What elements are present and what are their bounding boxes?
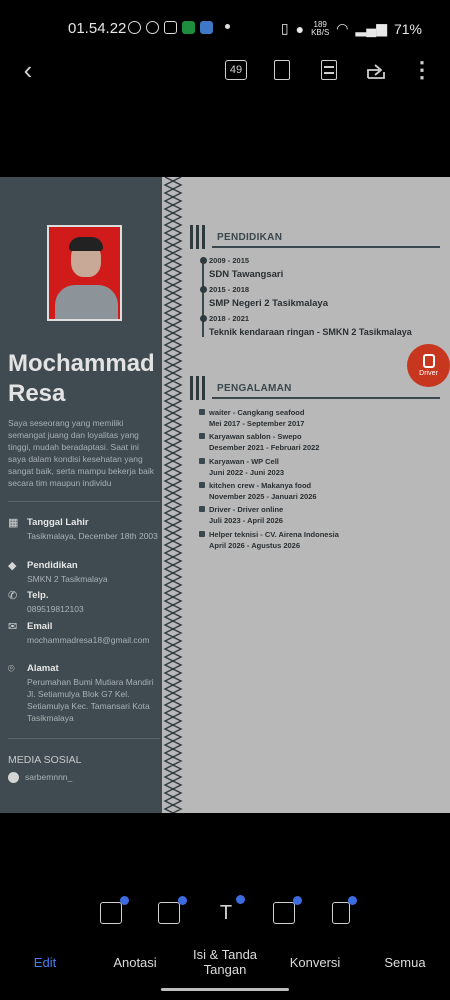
viewer-toolbar: [0, 55, 450, 89]
experience-item: kitchen crew - Makanya food November 2025 - Januari 2026: [209, 481, 317, 501]
premium-badge-icon: [120, 896, 129, 905]
more-icon[interactable]: ⋮: [411, 57, 433, 82]
tab-konversi[interactable]: Konversi: [289, 954, 341, 970]
phone-icon: ✆: [8, 590, 18, 602]
info-phone: ✆ Telp. 089519812103: [8, 590, 84, 614]
premium-badge-icon: [348, 896, 357, 905]
driver-floating-button[interactable]: [407, 344, 450, 387]
media-item: sarbemnnn_: [8, 772, 72, 783]
wifi-icon: ◠: [336, 20, 349, 36]
share-icon[interactable]: [364, 55, 390, 85]
messenger-icon: [146, 21, 159, 34]
status-bar: [0, 0, 450, 50]
app-icon: [182, 21, 195, 34]
zigzag-border: [162, 177, 184, 813]
tab-semua[interactable]: Semua: [384, 954, 426, 970]
location-pin-icon: ⌾: [8, 663, 15, 675]
edit-text-tool-icon[interactable]: [100, 902, 122, 924]
experience-item: Karyawan sablon - Swepo Desember 2021 - Februari 2022: [209, 432, 319, 452]
premium-badge-icon: [236, 895, 245, 904]
driver-label: Driver: [419, 370, 438, 377]
battery-level: 71%: [393, 20, 422, 37]
system-icons: [281, 20, 422, 37]
document-page[interactable]: Mochammad Resa Saya seseorang yang memiliki semangat juang dan loyalitas yang tinggi, mudah beradaptasi. Saat ini saya dalam kondisi kesehatan yang sangat baik, serta mampu bekerja baik secara tim maupun individu ▦ Tanggal Lahir Tasikmalaya, December 18th 2003 ◆ Pendidikan SMKN 2 Tasikmalaya ✆ Telp. 089519812103 ✉ Email mochammadresa18@gmail.com ⌾ Alamat Perumahan Bumi Mutiara Mandiri Jl. Setiamulya Blok G7 Kel. Setiamulya Kec. Tamansari Kota Tasikmalaya MEDIA SOSIAL sarbemnnn_ PENDIDIKAN 2009 - 2015 SDN Tawangsari 2015 - 2018 SMP Negeri 2 Tasikmalaya 2018 - 2021 Teknik kendaraan ringan - SMKN 2 Tasikmalaya PENGALAMAN waiter - Cangkang seafood Mei 2017 - September 2017 Karyawan sablon - Swepo Desember 2021 - Februari 2022 Karyawan - WP Cell Juni 2022 - Juni 2023 kitchen crew - Makanya food November 2025 - Januari 2026 Driver - Driver online Juli 2023 - April 2026 Helper teknisi - CV. Airena Indonesia April 2026 - Agustus 2026 Driver: [0, 177, 450, 813]
education-item: 2018 - 2021 Teknik kendaraan ringan - SMKN 2 Tasikmalaya: [209, 314, 412, 337]
more-notifications-dot: [225, 24, 230, 29]
mail-icon: ✉: [8, 621, 18, 633]
edit-tools: [0, 902, 450, 928]
instagram-icon: [164, 21, 177, 34]
calendar-icon: ▦: [8, 517, 19, 529]
tab-edit[interactable]: Edit: [33, 954, 57, 970]
home-indicator[interactable]: [161, 988, 289, 991]
profile-photo: [47, 225, 122, 321]
app-icon: [200, 21, 213, 34]
edit-image-tool-icon[interactable]: [158, 902, 180, 924]
notification-icons: [128, 21, 213, 34]
tab-isi-tanda-tangan[interactable]: Isi & Tanda Tangan: [192, 947, 258, 977]
location-icon: ●: [295, 20, 305, 37]
experience-item: Driver - Driver online Juli 2023 - April 2026: [209, 505, 283, 525]
add-image-tool-icon[interactable]: [273, 902, 295, 924]
network-speed: 189 KB/S: [311, 19, 330, 37]
single-page-icon[interactable]: [272, 55, 292, 85]
info-address: ⌾ Alamat Perumahan Bumi Mutiara Mandiri Jl. Setiamulya Blok G7 Kel. Setiamulya Kec. Tamansari Kota Tasikmalaya: [8, 663, 154, 723]
signal-icon: ▂▄▆: [355, 20, 387, 36]
divider: [8, 738, 160, 739]
bottom-nav: [0, 938, 450, 986]
page-count: 49: [229, 64, 243, 76]
cv-name: Mochammad Resa: [8, 350, 155, 407]
experience-item: Helper teknisi - CV. Airena Indonesia April 2026 - Agustus 2026: [209, 530, 339, 550]
page-tool-icon[interactable]: [332, 902, 350, 924]
education-item: 2015 - 2018 SMP Negeri 2 Tasikmalaya: [209, 285, 328, 309]
info-email: ✉ Email mochammadresa18@gmail.com: [8, 621, 150, 645]
add-text-tool-icon[interactable]: T: [215, 902, 237, 924]
education-timeline: [202, 257, 204, 337]
back-icon[interactable]: ‹: [23, 54, 33, 85]
premium-badge-icon: [293, 896, 302, 905]
info-birthdate: ▦ Tanggal Lahir Tasikmalaya, December 18th 2003: [8, 517, 158, 541]
page-count-button[interactable]: [224, 55, 248, 85]
scroll-view-icon[interactable]: [318, 55, 340, 85]
experience-item: Karyawan - WP Cell Juni 2022 - Juni 2023: [209, 457, 284, 477]
cv-summary: Saya seseorang yang memiliki semangat juang dan loyalitas yang tinggi, mudah beradaptasi. Saat ini saya dalam kondisi kesehatan yang sangat baik, serta mampu bekerja baik secara tim maupun individu: [8, 418, 154, 488]
cv-sidebar: [0, 177, 162, 813]
divider: [8, 501, 160, 502]
whatsapp-icon: [128, 21, 141, 34]
experience-item: waiter - Cangkang seafood Mei 2017 - September 2017: [209, 408, 304, 428]
premium-badge-icon: [178, 896, 187, 905]
education-item: 2009 - 2015 SDN Tawangsari: [209, 256, 283, 280]
media-title: MEDIA SOSIAL: [8, 754, 82, 766]
vibrate-icon: ▯: [280, 20, 289, 36]
clock: 01.54.22: [68, 20, 127, 37]
tab-anotasi[interactable]: Anotasi: [113, 954, 157, 970]
info-education: ◆ Pendidikan SMKN 2 Tasikmalaya: [8, 560, 108, 584]
graduation-cap-icon: ◆: [8, 560, 17, 572]
instagram-icon: [8, 772, 19, 783]
fork-knife-icon: [423, 354, 435, 368]
